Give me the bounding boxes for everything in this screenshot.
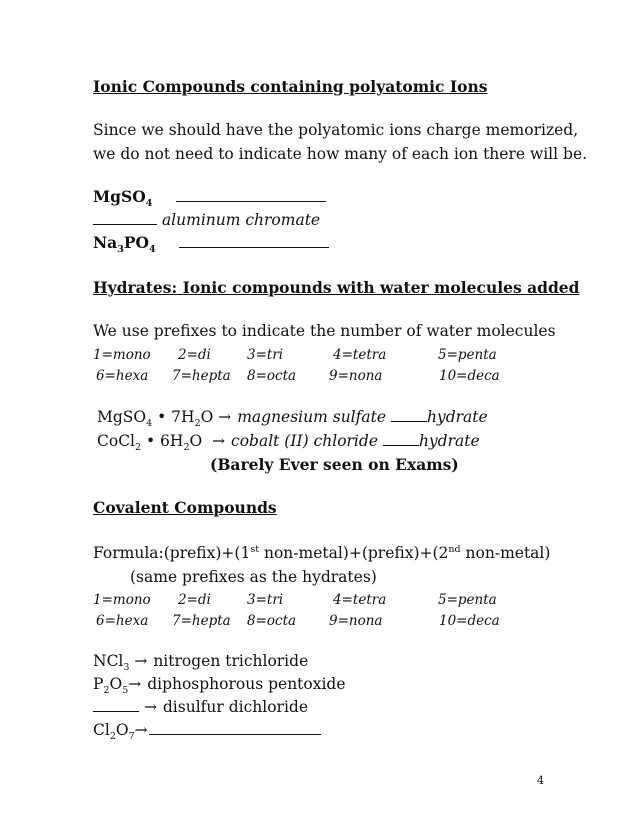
arrow-icon: → [143, 698, 157, 716]
formula-text: O [109, 675, 123, 693]
question-aluminum-chromate [93, 210, 320, 230]
heading-polyatomic: Ionic Compounds containing polyatomic Ions [93, 77, 488, 96]
compound-name: diphosphorous pentoxide [147, 675, 346, 693]
covalent-example-3 [93, 697, 308, 717]
intro-line-1: Since we should have the polyatomic ions charge memorized, [93, 121, 579, 139]
compound-name: nitrogen trichloride [153, 652, 309, 670]
covalent-example-2 [93, 674, 346, 697]
rule-text: non-metal)+(prefix)+(2 [259, 544, 449, 562]
answer-blank[interactable] [93, 210, 157, 225]
rule-text: Formula:(prefix)+(1 [93, 544, 251, 562]
rule-text: non-metal) [460, 544, 551, 562]
heading-covalent: Covalent Compounds [93, 498, 277, 517]
prefix: 6=hexa [96, 368, 149, 384]
question-na3po4 [93, 233, 329, 256]
formula-text: Cl [93, 721, 110, 739]
arrow-icon: → [134, 721, 148, 739]
hydrate-suffix: hydrate [418, 432, 480, 450]
subscript: 3 [123, 662, 130, 674]
superscript: st [250, 543, 260, 555]
compound-name: disulfur dichloride [162, 698, 308, 716]
compound-name: aluminum chromate [161, 211, 321, 229]
formula-text: O [115, 721, 129, 739]
formula-text: MgSO [93, 187, 146, 206]
answer-blank[interactable] [179, 233, 329, 248]
prefix: 3=tri [247, 347, 284, 363]
hydrate-example-1 [97, 407, 488, 430]
answer-blank[interactable] [149, 720, 321, 735]
prefix: 1=mono [93, 347, 151, 363]
formula-text: O [200, 408, 214, 426]
covalent-example-1 [93, 651, 309, 674]
heading-hydrates: Hydrates: Ionic compounds with water molecules added [93, 278, 580, 297]
answer-blank[interactable] [93, 697, 139, 712]
formula-text: • 6H [141, 432, 184, 450]
page-number: 4 [537, 774, 544, 787]
subscript: 4 [149, 244, 156, 256]
subscript: 2 [103, 685, 110, 697]
formula-text: NCl [93, 652, 124, 670]
answer-blank[interactable] [391, 407, 427, 422]
subscript: 5 [122, 685, 129, 697]
subscript: 4 [146, 418, 153, 430]
answer-blank[interactable] [176, 187, 326, 202]
formula-text: Na [93, 233, 118, 252]
subscript: 7 [128, 731, 135, 743]
question-mgso4 [93, 187, 326, 210]
prefix: 10=deca [439, 368, 500, 384]
prefix: 9=nona [329, 613, 383, 629]
prefix: 5=penta [438, 592, 497, 608]
superscript: nd [448, 543, 461, 555]
prefix: 5=penta [438, 347, 497, 363]
compound-name: cobalt (II) chloride [231, 432, 378, 450]
subscript: 2 [109, 731, 116, 743]
arrow-icon: → [218, 408, 232, 426]
hydrate-suffix: hydrate [426, 408, 488, 426]
exam-note: (Barely Ever seen on Exams) [210, 455, 459, 474]
prefix: 4=tetra [333, 592, 387, 608]
prefix: 6=hexa [96, 613, 149, 629]
formula-text: PO [123, 233, 150, 252]
formula-text: MgSO [97, 408, 147, 426]
compound-name: magnesium sulfate [237, 408, 387, 426]
same-prefixes-note: (same prefixes as the hydrates) [130, 568, 377, 586]
prefix: 4=tetra [333, 347, 387, 363]
prefix: 2=di [178, 347, 211, 363]
prefix: 9=nona [329, 368, 383, 384]
formula-text: O [189, 432, 203, 450]
formula-text: P [93, 675, 104, 693]
subscript: 2 [194, 418, 201, 430]
subscript: 4 [145, 198, 153, 210]
hydrates-intro: We use prefixes to indicate the number of water molecules [93, 322, 556, 340]
prefix: 10=deca [439, 613, 500, 629]
prefix: 3=tri [247, 592, 284, 608]
prefix: 8=octa [247, 368, 297, 384]
prefix: 8=octa [247, 613, 297, 629]
covalent-example-4 [93, 720, 321, 743]
prefix: 1=mono [93, 592, 151, 608]
prefix: 7=hepta [172, 613, 231, 629]
arrow-icon: → [128, 675, 142, 693]
subscript: 2 [183, 442, 190, 454]
subscript: 3 [117, 244, 124, 256]
hydrate-example-2 [97, 431, 480, 454]
covalent-formula-rule [93, 543, 550, 563]
formula-text: • 7H [152, 408, 195, 426]
formula-text: CoCl [97, 432, 136, 450]
intro-line-2: we do not need to indicate how many of each ion there will be. [93, 145, 588, 163]
prefix: 2=di [178, 592, 211, 608]
subscript: 2 [135, 442, 142, 454]
answer-blank[interactable] [383, 431, 419, 446]
arrow-icon: → [134, 652, 148, 670]
prefix: 7=hepta [172, 368, 231, 384]
arrow-icon: → [212, 432, 226, 450]
